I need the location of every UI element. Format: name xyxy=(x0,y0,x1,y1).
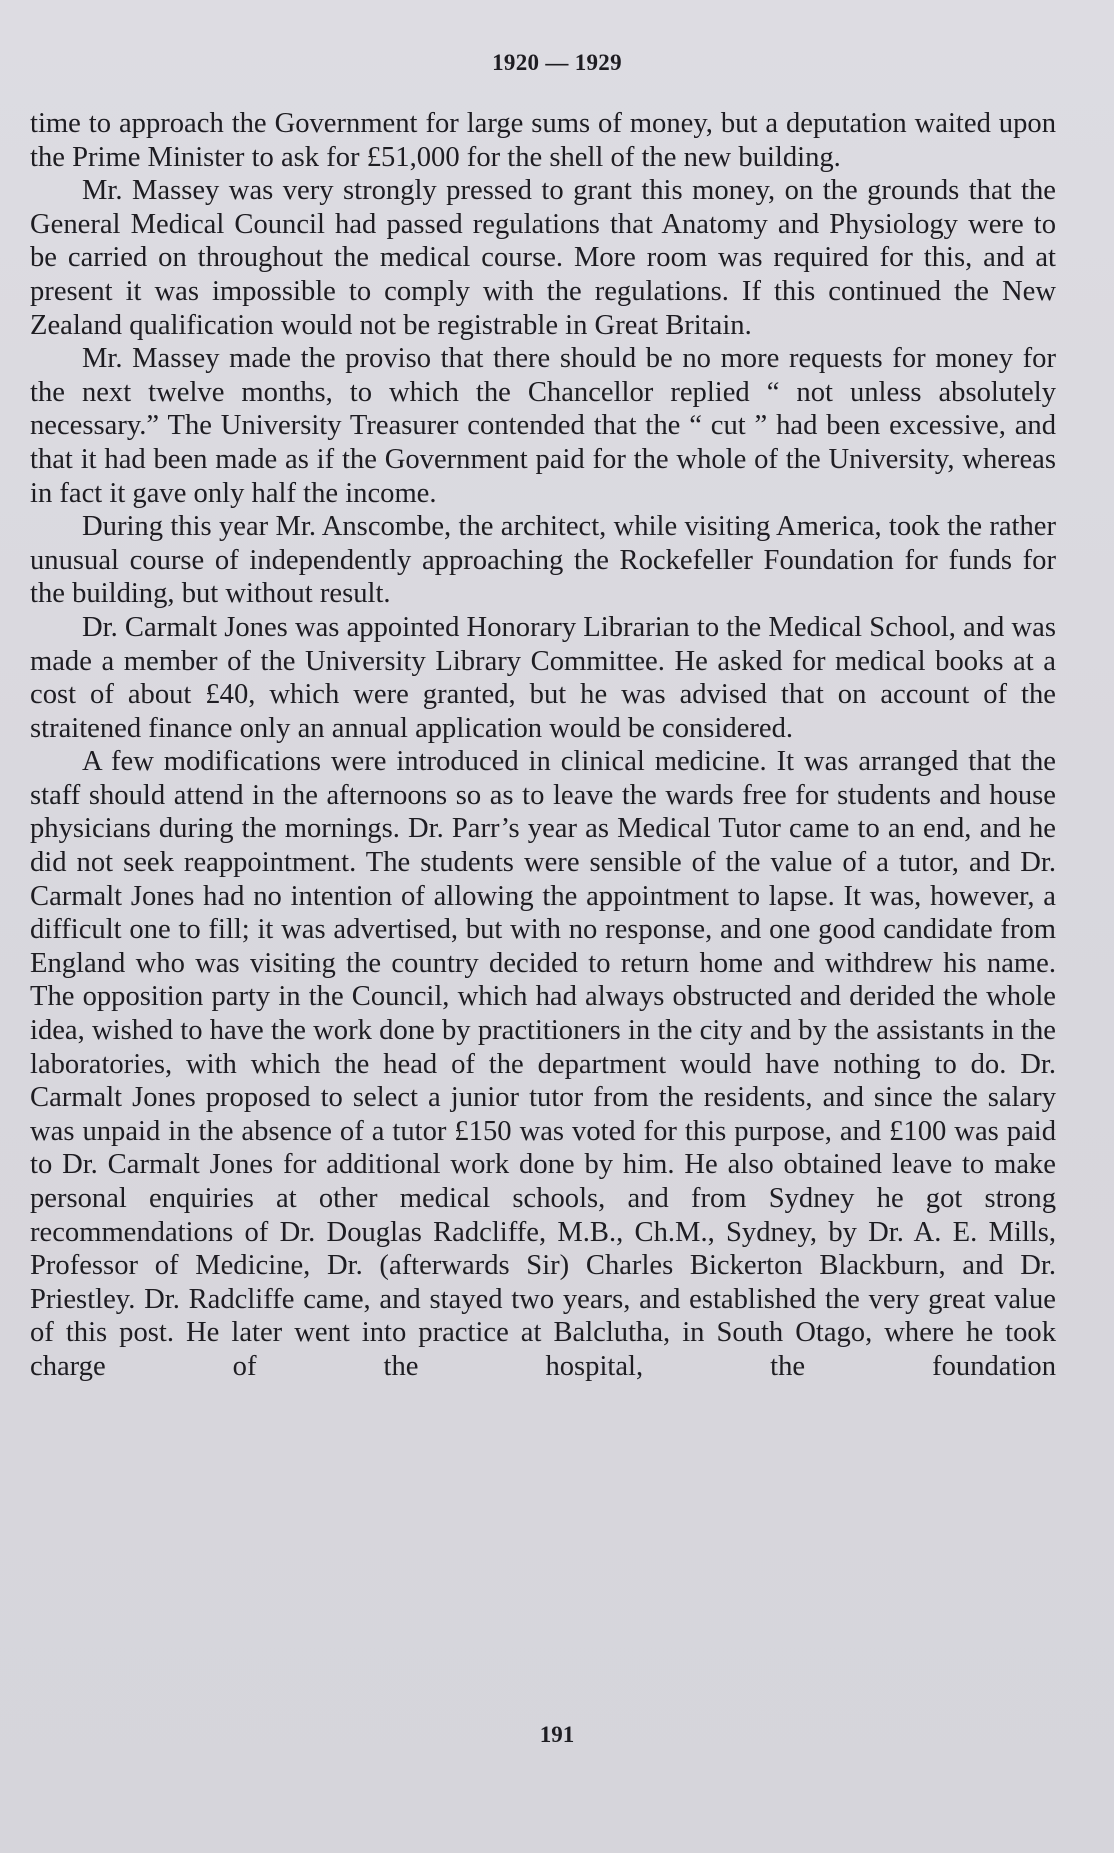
paragraph-anscombe: During this year Mr. Anscombe, the architect, while visiting America, took the rather unusual course of independently approaching the Rockefeller Foundation for funds for the building, but without result. xyxy=(30,511,1056,610)
paragraph-massey-pressed: Mr. Massey was very strongly pressed to grant this money, on the grounds that the General Medical Council had passed regulations that Anatomy and Physiology were to be carried on throughout the medical course. More room was required for this, and at present it was impossible to comply with the regulations. If this continued the New Zealand qualification would not be registrable in Great Britain. xyxy=(30,175,1056,341)
paragraph-clinical-medicine: A few modifications were introduced in clinical medicine. It was arranged that the staff should attend in the afternoons so as to leave the wards free for students and house physicians during the mornings. Dr. Parr’s year as Medical Tutor came to an end, and he did not seek reappointment. The students were sensible of the value of a tutor, and Dr. Carmalt Jones had no intention of allowing the appointment to lapse. It was, however, a difficult one to fill; it was advertised, but with no response, and one good candidate from England who was visiting the country decided to return home and withdrew his name. The opposition party in the Council, which had always obstructed and derided the whole idea, wished to have the work done by practitioners in the city and by the assistants in the laboratories, with which the head of the department would have nothing to do. Dr. Carmalt Jones proposed to select a junior tutor from the residents, and since the salary was unpaid in the absence of a tutor £150 was voted for this purpose, and £100 was paid to Dr. Carmalt Jones for additional work done by him. He also obtained leave to make personal enquiries at other medical schools, and from Sydney he got strong recommendations of Dr. Douglas Radcliffe, M.B., Ch.M., Sydney, by Dr. A. E. Mills, Professor of Medicine, Dr. (afterwards Sir) Charles Bickerton Blackburn, and Dr. Priestley. Dr. Radcliffe came, and stayed two years, and established the very great value of this post. He later went into practice at Balclutha, in South Otago, where he took charge of the hospital, the foundation xyxy=(30,746,1056,1382)
running-head: 1920 — 1929 xyxy=(492,50,622,75)
paragraph-continued: time to approach the Government for large sums of money, but a deputation waited upon the Prime Minister to ask for £51,000 for the shell of the new building. xyxy=(30,108,1056,173)
page-number: 191 xyxy=(539,1722,575,1747)
paragraph-librarian: Dr. Carmalt Jones was appointed Honorary Librarian to the Medical School, and was made a member of the University Library Committee. He asked for medical books at a cost of about £40, which were granted, but he was advised that on account of the straitened finance only an annual application would be considered. xyxy=(30,611,1056,744)
paragraph-massey-proviso: Mr. Massey made the proviso that there should be no more requests for money for the next twelve months, to which the Chancellor replied “ not unless absolutely necessary.” The University Treasurer contended that the “ cut ” had been excessive, and that it had been made as if the Government paid for the whole of the University, whereas in fact it gave only half the income. xyxy=(30,343,1056,509)
body-text xyxy=(30,107,1056,1384)
